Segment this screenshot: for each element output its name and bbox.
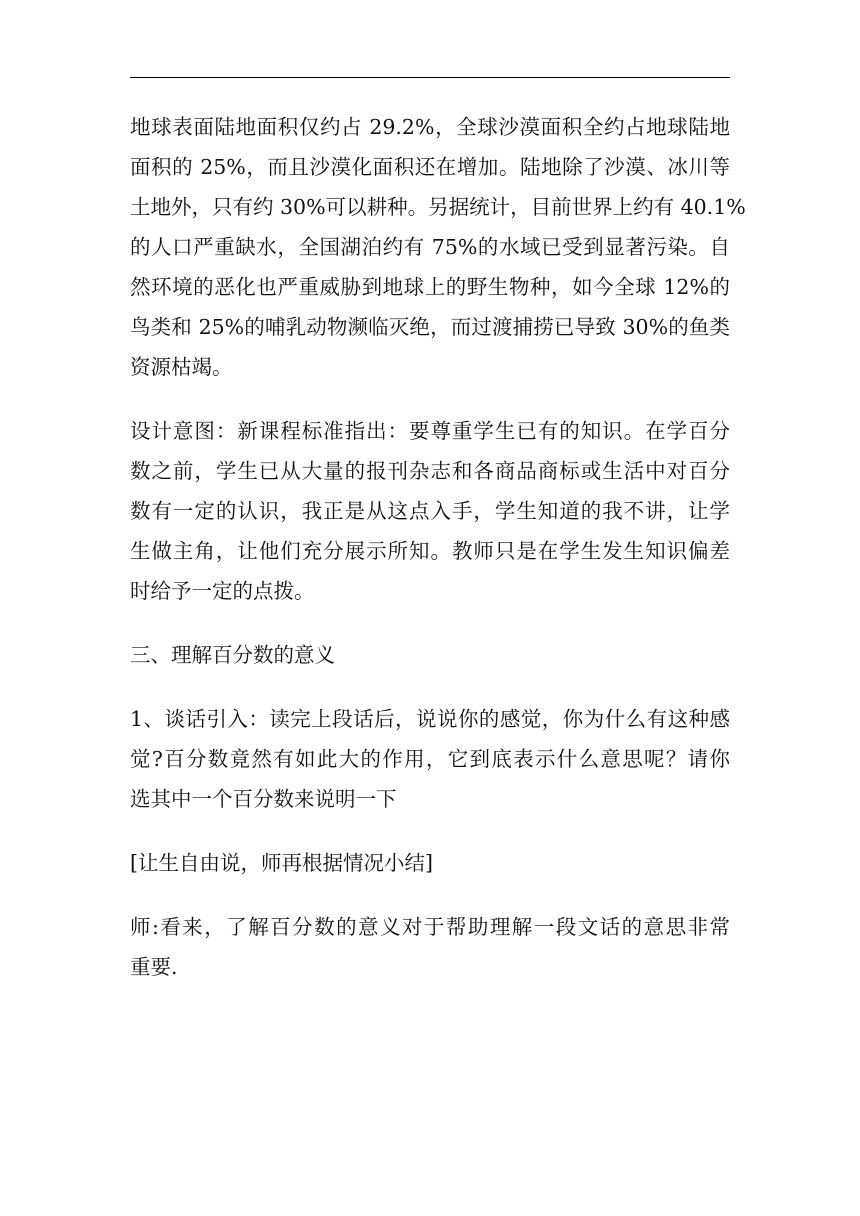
text-line: 鸟类和 25%的哺乳动物濒临灭绝，而过渡捕捞已导致 30%的鱼类 — [130, 315, 730, 339]
text-line: 设计意图：新课程标准指出：要尊重学生已有的知识。在学百分 — [130, 419, 730, 443]
text-line: 时给予一定的点拨。 — [130, 579, 315, 603]
text-line: 地球表面陆地面积仅约占 29.2%，全球沙漠面积全约占地球陆地 — [130, 115, 730, 139]
document-body — [130, 107, 746, 987]
paragraph-teacher-remark — [130, 907, 730, 987]
text-line: 师:看来，了解百分数的意义对于帮助理解一段文话的意思非常 — [130, 915, 730, 939]
text-line: 资源枯竭。 — [130, 355, 233, 379]
text-line: 觉?百分数竟然有如此大的作用，它到底表示什么意思呢？请你 — [130, 747, 730, 771]
text-line: 三、理解百分数的意义 — [130, 643, 335, 667]
text-line: 然环境的恶化也严重威胁到地球上的野生物种，如今全球 12%的 — [130, 275, 730, 299]
paragraph-design-intent — [130, 411, 730, 611]
text-line: 的人口严重缺水，全国湖泊约有 75%的水域已受到显著污染。自 — [130, 235, 730, 259]
text-line: 选其中一个百分数来说明一下 — [130, 787, 397, 811]
text-line: 土地外，只有约 30%可以耕种。另据统计，目前世界上约有 40.1% — [130, 195, 746, 219]
text-line: 面积的 25%，而且沙漠化面积还在增加。陆地除了沙漠、冰川等 — [130, 155, 730, 179]
paragraph-statistics — [130, 107, 746, 387]
text-line: 重要. — [130, 955, 178, 979]
text-line: 1、谈话引入：读完上段话后，说说你的感觉，你为什么有这种感 — [130, 707, 730, 731]
text-line: 生做主角，让他们充分展示所知。教师只是在学生发生知识偏差 — [130, 539, 730, 563]
section-heading — [130, 635, 730, 675]
text-line: [让生自由说，师再根据情况小结] — [130, 851, 433, 875]
text-line: 数之前，学生已从大量的报刊杂志和各商品商标或生活中对百分 — [130, 459, 730, 483]
paragraph-instruction-note — [130, 843, 730, 883]
paragraph-introduction — [130, 699, 730, 819]
header-rule — [130, 77, 730, 78]
text-line: 数有一定的认识，我正是从这点入手，学生知道的我不讲，让学 — [130, 499, 730, 523]
